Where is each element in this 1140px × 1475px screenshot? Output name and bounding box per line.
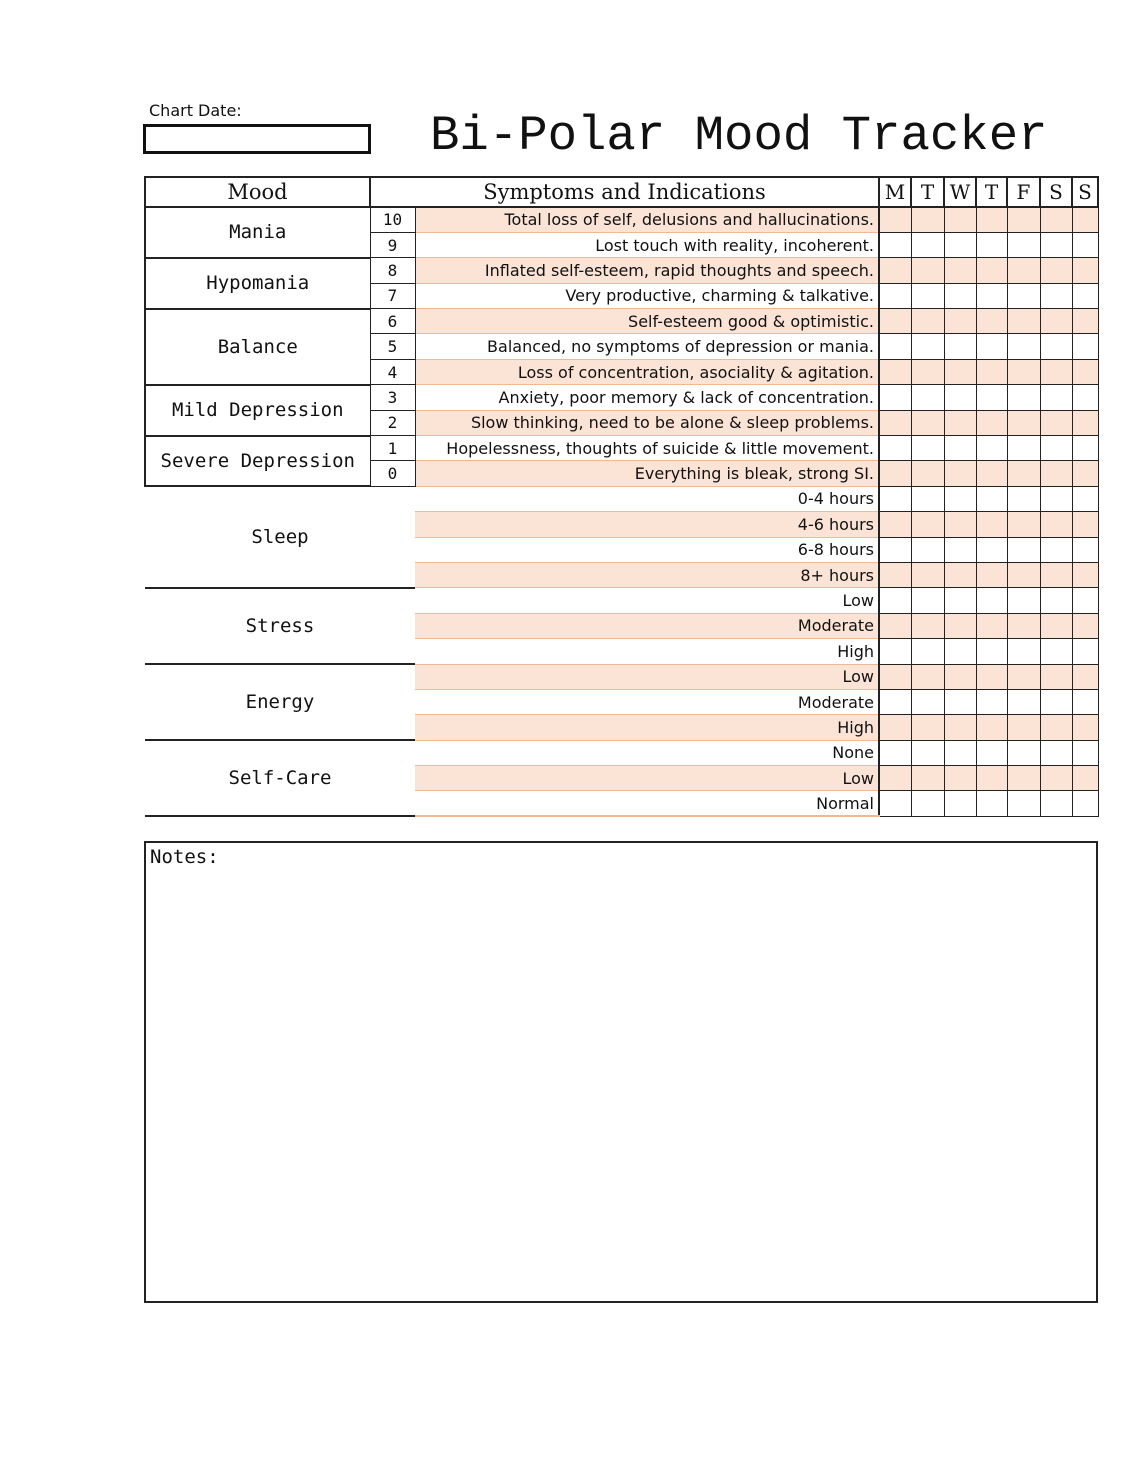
day-checkbox[interactable] — [1007, 613, 1040, 638]
day-checkbox[interactable] — [1040, 766, 1072, 791]
day-checkbox[interactable] — [1072, 486, 1098, 511]
day-checkbox[interactable] — [879, 791, 911, 816]
day-checkbox[interactable] — [1040, 258, 1072, 283]
symptom-text: Anxiety, poor memory & lack of concentration. — [415, 385, 879, 410]
day-checkbox[interactable] — [944, 410, 976, 435]
day-checkbox[interactable] — [976, 791, 1007, 816]
mood-tracker-table — [144, 176, 1099, 817]
day-checkbox[interactable] — [1040, 740, 1072, 765]
day-checkbox[interactable] — [879, 537, 911, 562]
day-checkbox[interactable] — [1072, 715, 1098, 740]
day-checkbox[interactable] — [944, 309, 976, 334]
mood-score: 9 — [370, 232, 415, 257]
day-checkbox[interactable] — [879, 258, 911, 283]
day-checkbox[interactable] — [944, 639, 976, 664]
day-checkbox[interactable] — [879, 512, 911, 537]
day-header-thu: T — [976, 177, 1007, 207]
day-checkbox[interactable] — [976, 588, 1007, 613]
day-checkbox[interactable] — [1040, 664, 1072, 689]
day-checkbox[interactable] — [944, 664, 976, 689]
day-checkbox[interactable] — [1007, 283, 1040, 308]
symptom-text: Loss of concentration, asociality & agitation. — [415, 359, 879, 384]
day-checkbox[interactable] — [976, 715, 1007, 740]
option-text: 6-8 hours — [415, 537, 879, 562]
day-checkbox[interactable] — [944, 562, 976, 587]
day-checkbox[interactable] — [911, 537, 944, 562]
mood-score: 7 — [370, 283, 415, 308]
day-checkbox[interactable] — [911, 359, 944, 384]
day-checkbox[interactable] — [911, 689, 944, 714]
day-checkbox[interactable] — [1072, 258, 1098, 283]
day-checkbox[interactable] — [1007, 639, 1040, 664]
day-checkbox[interactable] — [879, 766, 911, 791]
day-checkbox[interactable] — [1072, 562, 1098, 587]
day-checkbox[interactable] — [879, 740, 911, 765]
mood-score: 10 — [370, 207, 415, 232]
day-checkbox[interactable] — [1072, 613, 1098, 638]
day-checkbox[interactable] — [944, 436, 976, 461]
day-checkbox[interactable] — [1007, 715, 1040, 740]
stress-row — [145, 588, 1098, 613]
day-checkbox[interactable] — [976, 385, 1007, 410]
day-checkbox[interactable] — [944, 689, 976, 714]
day-checkbox[interactable] — [1072, 766, 1098, 791]
day-checkbox[interactable] — [1072, 359, 1098, 384]
day-checkbox[interactable] — [976, 283, 1007, 308]
symptoms-column-header: Symptoms and Indications — [370, 177, 879, 207]
day-checkbox[interactable] — [944, 537, 976, 562]
day-checkbox[interactable] — [944, 461, 976, 486]
day-checkbox[interactable] — [944, 334, 976, 359]
day-checkbox[interactable] — [1072, 410, 1098, 435]
day-checkbox[interactable] — [976, 766, 1007, 791]
day-checkbox[interactable] — [1007, 689, 1040, 714]
option-text: Low — [415, 766, 879, 791]
day-checkbox[interactable] — [911, 334, 944, 359]
day-checkbox[interactable] — [976, 436, 1007, 461]
day-checkbox[interactable] — [1007, 766, 1040, 791]
day-checkbox[interactable] — [1040, 613, 1072, 638]
day-checkbox[interactable] — [944, 283, 976, 308]
day-checkbox[interactable] — [879, 461, 911, 486]
day-header-wed: W — [944, 177, 976, 207]
day-checkbox[interactable] — [1040, 232, 1072, 257]
day-checkbox[interactable] — [1007, 385, 1040, 410]
day-checkbox[interactable] — [1007, 258, 1040, 283]
notes-label: Notes: — [150, 846, 219, 868]
day-checkbox[interactable] — [879, 207, 911, 232]
day-checkbox[interactable] — [911, 740, 944, 765]
mood-row-3 — [145, 385, 1098, 410]
day-checkbox[interactable] — [1007, 207, 1040, 232]
day-checkbox[interactable] — [1040, 385, 1072, 410]
day-checkbox[interactable] — [879, 613, 911, 638]
day-checkbox[interactable] — [879, 283, 911, 308]
day-checkbox[interactable] — [1040, 334, 1072, 359]
day-checkbox[interactable] — [976, 613, 1007, 638]
day-checkbox[interactable] — [1007, 359, 1040, 384]
chart-date-field[interactable] — [143, 124, 371, 154]
mood-score: 0 — [370, 461, 415, 486]
option-text: Low — [415, 664, 879, 689]
day-checkbox[interactable] — [944, 359, 976, 384]
day-checkbox[interactable] — [976, 258, 1007, 283]
day-checkbox[interactable] — [911, 588, 944, 613]
day-checkbox[interactable] — [911, 309, 944, 334]
symptom-text: Hopelessness, thoughts of suicide & little movement. — [415, 436, 879, 461]
day-checkbox[interactable] — [1040, 639, 1072, 664]
day-checkbox[interactable] — [879, 385, 911, 410]
symptom-text: Very productive, charming & talkative. — [415, 283, 879, 308]
day-checkbox[interactable] — [1072, 309, 1098, 334]
day-checkbox[interactable] — [879, 715, 911, 740]
day-checkbox[interactable] — [944, 791, 976, 816]
day-checkbox[interactable] — [1072, 283, 1098, 308]
day-checkbox[interactable] — [911, 562, 944, 587]
day-checkbox[interactable] — [1040, 689, 1072, 714]
day-checkbox[interactable] — [911, 715, 944, 740]
day-checkbox[interactable] — [911, 385, 944, 410]
day-checkbox[interactable] — [976, 486, 1007, 511]
day-checkbox[interactable] — [976, 359, 1007, 384]
day-checkbox[interactable] — [1040, 512, 1072, 537]
day-checkbox[interactable] — [1072, 639, 1098, 664]
page-title: Bi-Polar Mood Tracker — [430, 108, 1048, 164]
day-checkbox[interactable] — [1072, 512, 1098, 537]
option-text: 4-6 hours — [415, 512, 879, 537]
day-checkbox[interactable] — [1072, 334, 1098, 359]
day-checkbox[interactable] — [1072, 588, 1098, 613]
mood-score: 2 — [370, 410, 415, 435]
mood-column-header: Mood — [145, 177, 370, 207]
mood-row-6 — [145, 309, 1098, 334]
day-checkbox[interactable] — [1007, 486, 1040, 511]
day-checkbox[interactable] — [1072, 436, 1098, 461]
sleep-row — [145, 486, 1098, 511]
day-checkbox[interactable] — [911, 512, 944, 537]
symptom-text: Balanced, no symptoms of depression or mania. — [415, 334, 879, 359]
mood-group-hypomania: Hypomania — [145, 258, 370, 309]
mood-score: 4 — [370, 359, 415, 384]
day-checkbox[interactable] — [1040, 537, 1072, 562]
option-text: Moderate — [415, 613, 879, 638]
day-checkbox[interactable] — [1040, 359, 1072, 384]
day-checkbox[interactable] — [976, 537, 1007, 562]
day-checkbox[interactable] — [1007, 309, 1040, 334]
day-checkbox[interactable] — [1007, 537, 1040, 562]
day-checkbox[interactable] — [911, 791, 944, 816]
option-text: None — [415, 740, 879, 765]
mood-score: 5 — [370, 334, 415, 359]
day-checkbox[interactable] — [1040, 283, 1072, 308]
day-checkbox[interactable] — [944, 486, 976, 511]
day-checkbox[interactable] — [1072, 385, 1098, 410]
day-checkbox[interactable] — [1007, 410, 1040, 435]
symptom-text: Total loss of self, delusions and hallucinations. — [415, 207, 879, 232]
day-checkbox[interactable] — [944, 613, 976, 638]
day-checkbox[interactable] — [1007, 512, 1040, 537]
day-checkbox[interactable] — [976, 232, 1007, 257]
day-checkbox[interactable] — [1007, 791, 1040, 816]
day-checkbox[interactable] — [1040, 436, 1072, 461]
category-sleep: Sleep — [145, 486, 415, 588]
day-checkbox[interactable] — [1072, 207, 1098, 232]
category-self-care: Self-Care — [145, 740, 415, 816]
day-checkbox[interactable] — [879, 664, 911, 689]
day-checkbox[interactable] — [1040, 562, 1072, 587]
mood-group-mild-depression: Mild Depression — [145, 385, 370, 436]
mood-row-1 — [145, 436, 1098, 461]
day-checkbox[interactable] — [944, 766, 976, 791]
day-checkbox[interactable] — [1040, 486, 1072, 511]
day-checkbox[interactable] — [944, 588, 976, 613]
day-checkbox[interactable] — [879, 689, 911, 714]
day-checkbox[interactable] — [911, 486, 944, 511]
day-checkbox[interactable] — [1040, 791, 1072, 816]
day-checkbox[interactable] — [879, 359, 911, 384]
day-checkbox[interactable] — [879, 639, 911, 664]
mood-row-8 — [145, 258, 1098, 283]
day-checkbox[interactable] — [1072, 689, 1098, 714]
day-checkbox[interactable] — [976, 512, 1007, 537]
day-checkbox[interactable] — [1040, 461, 1072, 486]
option-text: High — [415, 715, 879, 740]
day-checkbox[interactable] — [944, 385, 976, 410]
day-checkbox[interactable] — [1007, 436, 1040, 461]
day-checkbox[interactable] — [976, 562, 1007, 587]
day-checkbox[interactable] — [911, 639, 944, 664]
day-checkbox[interactable] — [1007, 588, 1040, 613]
mood-group-mania: Mania — [145, 207, 370, 258]
day-checkbox[interactable] — [879, 309, 911, 334]
day-checkbox[interactable] — [976, 664, 1007, 689]
day-checkbox[interactable] — [1072, 740, 1098, 765]
day-checkbox[interactable] — [1040, 410, 1072, 435]
mood-group-balance: Balance — [145, 309, 370, 385]
day-checkbox[interactable] — [976, 740, 1007, 765]
mood-group-severe-depression: Severe Depression — [145, 436, 370, 487]
day-checkbox[interactable] — [976, 334, 1007, 359]
day-checkbox[interactable] — [944, 715, 976, 740]
chart-date-label: Chart Date: — [149, 101, 242, 120]
day-checkbox[interactable] — [879, 588, 911, 613]
day-checkbox[interactable] — [1007, 461, 1040, 486]
day-checkbox[interactable] — [911, 664, 944, 689]
option-text: 0-4 hours — [415, 486, 879, 511]
symptom-text: Inflated self-esteem, rapid thoughts and speech. — [415, 258, 879, 283]
category-energy: Energy — [145, 664, 415, 740]
energy-row — [145, 664, 1098, 689]
day-checkbox[interactable] — [1040, 715, 1072, 740]
day-checkbox[interactable] — [879, 486, 911, 511]
day-checkbox[interactable] — [976, 689, 1007, 714]
day-checkbox[interactable] — [1007, 334, 1040, 359]
day-checkbox[interactable] — [1007, 664, 1040, 689]
option-text: Low — [415, 588, 879, 613]
day-checkbox[interactable] — [1040, 588, 1072, 613]
day-checkbox[interactable] — [1072, 232, 1098, 257]
day-checkbox[interactable] — [1040, 207, 1072, 232]
symptom-text: Self-esteem good & optimistic. — [415, 309, 879, 334]
day-checkbox[interactable] — [879, 562, 911, 587]
day-checkbox[interactable] — [911, 436, 944, 461]
day-checkbox[interactable] — [944, 232, 976, 257]
day-checkbox[interactable] — [1072, 664, 1098, 689]
day-checkbox[interactable] — [911, 283, 944, 308]
day-checkbox[interactable] — [944, 512, 976, 537]
category-stress: Stress — [145, 588, 415, 664]
day-checkbox[interactable] — [879, 334, 911, 359]
day-checkbox[interactable] — [1007, 232, 1040, 257]
day-checkbox[interactable] — [911, 207, 944, 232]
day-checkbox[interactable] — [976, 309, 1007, 334]
day-checkbox[interactable] — [911, 766, 944, 791]
day-checkbox[interactable] — [911, 613, 944, 638]
day-header-sat: S — [1040, 177, 1072, 207]
day-checkbox[interactable] — [944, 258, 976, 283]
option-text: High — [415, 639, 879, 664]
day-checkbox[interactable] — [1072, 791, 1098, 816]
day-checkbox[interactable] — [911, 258, 944, 283]
day-header-mon: M — [879, 177, 911, 207]
option-text: 8+ hours — [415, 562, 879, 587]
day-checkbox[interactable] — [976, 410, 1007, 435]
option-text: Normal — [415, 791, 879, 816]
mood-score: 1 — [370, 436, 415, 461]
day-header-tue: T — [911, 177, 944, 207]
day-checkbox[interactable] — [911, 232, 944, 257]
symptom-text: Lost touch with reality, incoherent. — [415, 232, 879, 257]
day-checkbox[interactable] — [1007, 562, 1040, 587]
day-checkbox[interactable] — [1007, 740, 1040, 765]
day-checkbox[interactable] — [944, 740, 976, 765]
day-header-fri: F — [1007, 177, 1040, 207]
day-checkbox[interactable] — [879, 410, 911, 435]
mood-score: 3 — [370, 385, 415, 410]
day-checkbox[interactable] — [976, 207, 1007, 232]
day-checkbox[interactable] — [1040, 309, 1072, 334]
day-checkbox[interactable] — [976, 639, 1007, 664]
day-checkbox[interactable] — [879, 232, 911, 257]
self-care-row — [145, 740, 1098, 765]
symptom-text: Everything is bleak, strong SI. — [415, 461, 879, 486]
day-checkbox[interactable] — [911, 461, 944, 486]
day-checkbox[interactable] — [976, 461, 1007, 486]
day-header-sun: S — [1072, 177, 1098, 207]
day-checkbox[interactable] — [944, 207, 976, 232]
day-checkbox[interactable] — [911, 410, 944, 435]
mood-row-10 — [145, 207, 1098, 232]
day-checkbox[interactable] — [1072, 461, 1098, 486]
mood-score: 6 — [370, 309, 415, 334]
option-text: Moderate — [415, 689, 879, 714]
day-checkbox[interactable] — [879, 436, 911, 461]
notes-box[interactable] — [144, 841, 1098, 1303]
symptom-text: Slow thinking, need to be alone & sleep problems. — [415, 410, 879, 435]
mood-score: 8 — [370, 258, 415, 283]
day-checkbox[interactable] — [1072, 537, 1098, 562]
